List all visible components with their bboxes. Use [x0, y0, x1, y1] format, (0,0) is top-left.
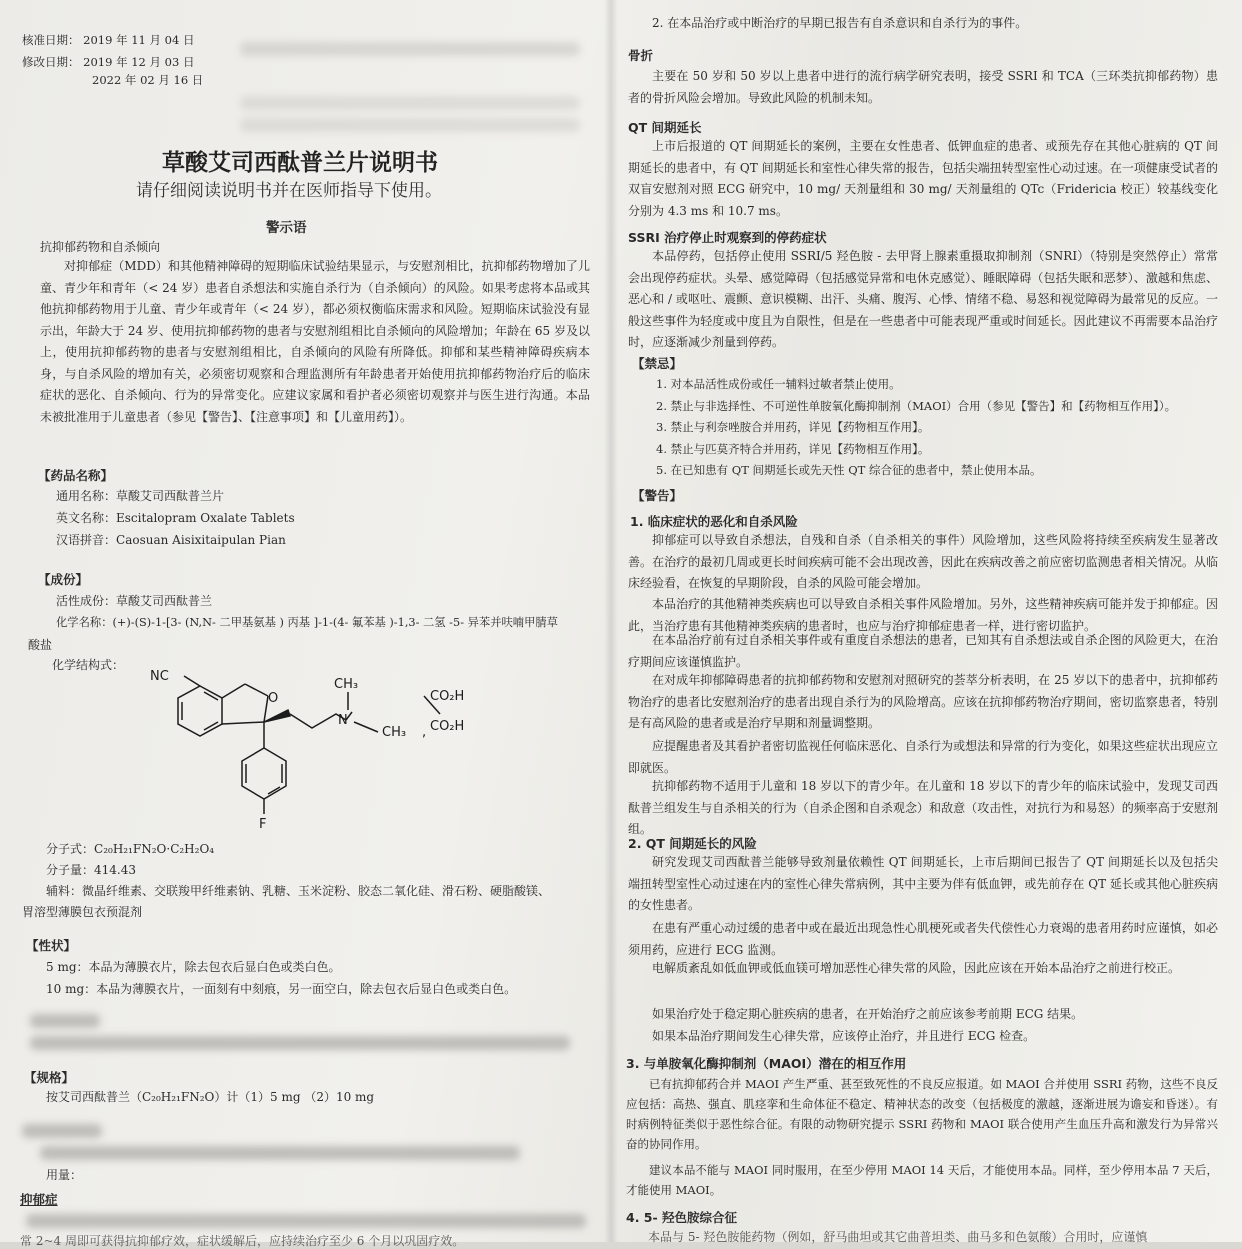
contraindications-list	[656, 374, 1176, 482]
english-name-label: 英文名称：	[56, 511, 117, 525]
qt-heading: QT 间期延长	[628, 120, 702, 135]
molecular-weight-label: 分子量：	[46, 863, 95, 877]
excipients-value: 微晶纤维素、交联羧甲纤维素钠、乳糖、玉米淀粉、胶态二氧化硅、滑石粉、硬脂酸镁、	[82, 884, 551, 898]
warning-text: 对抑郁症（MDD）和其他精神障碍的短期临床试验结果显示，与安慰剂相比，抗抑郁药物增加了儿童、青少年和青年（< 24 岁）患者自杀想法和实施自杀行为（自杀倾向）的风险。如果考虑将本品或其他抗抑郁药物用于儿童、青少年或青年（< 24 岁），都必须权衡临床需求和风险。短期临床试验没有显示出，年龄大于 24 岁、使用抗抑郁药物的患者与安慰剂组相比自杀倾向的风险增加；年龄在 65 岁及以上，使用抗抑郁药物的患者与安慰剂组相比，自杀倾向的风险有所降低。抑郁和某些精神障碍疾病本身，与自杀风险的增加有关，必须密切观察和合理监测所有年龄患者开始使用抗抑郁药物治疗后的临床症状的恶化、自杀倾向、行为的异常变化。应建议家属和看护者必须密切观察并与医生进行沟通。本品未被批准用于儿童患者（参见【警告】、【注意事项】和【儿童用药】）。	[40, 259, 590, 424]
english-name-row	[56, 509, 295, 526]
ssri-heading: SSRI 治疗停止时观察到的停药症状	[628, 230, 827, 245]
redacted-text	[26, 1214, 586, 1228]
fluorophenyl-ring	[242, 748, 286, 799]
redacted-text	[30, 1014, 100, 1028]
active-ingredient-row	[56, 592, 212, 609]
oxygen-label: O	[268, 691, 279, 706]
contraindication-item: 3. 禁止与利奈唑胺合并用药，详见【药物相互作用】。	[656, 420, 930, 434]
molecular-formula-row	[46, 840, 214, 857]
structure-label: 化学结构式：	[52, 658, 125, 672]
nc-label: NC	[150, 669, 169, 684]
spec-line: 按艾司西酞普兰（C₂₀H₂₁FN₂O）计（1）5 mg （2）10 mg	[46, 1090, 375, 1104]
warning-1-para-2: 本品治疗的其他精神类疾病也可以导致自杀相关事件风险增加。另外，这些精神疾病可能并发于抑郁症。因此，当治疗患有其他精神类疾病的患者时，也应与治疗抑郁症患者一样，进行密切监护。	[628, 597, 1218, 633]
active-ingredient-value: 草酸艾司西酞普兰	[116, 594, 213, 608]
contraindication-item: 5. 在已知患有 QT 间期延长或先天性 QT 综合征的患者中，禁止使用本品。	[656, 463, 1042, 477]
salt-comma: ,	[422, 725, 427, 740]
revision-date	[22, 54, 194, 70]
methyl-bond	[354, 722, 378, 732]
fracture-text: 主要在 50 岁和 50 岁以上患者中进行的流行病学研究表明，接受 SSRI 和 TCA（三环类抗抑郁药物）患者的骨折风险会增加。导致此风险的机制未知。	[628, 69, 1218, 105]
excipients-label: 辅料：	[46, 884, 83, 898]
redacted-text	[22, 1124, 102, 1138]
excipients-row	[46, 882, 550, 899]
chemical-name-label: 化学名称：	[56, 616, 113, 629]
redacted-text	[30, 1036, 570, 1050]
dosage-bottom-line: 常 2~4 周即可获得抗抑郁疗效，症状缓解后，应持续治疗至少 6 个月以巩固疗效。	[20, 1234, 465, 1248]
ring-double-bond	[204, 722, 218, 730]
warning-2-para-1: 研究发现艾司西酞普兰能够导致剂量依赖性 QT 间期延长，上市后期间已报告了 QT 间期延长以及包括尖端扭转型室性心动过速在内的室性心律失常病例，其中主要为伴有低血钾，或先前存在 QT 延长或其他心脏疾病的女性患者。	[628, 855, 1218, 912]
dosage-label: 用量：	[46, 1168, 83, 1182]
wedge-bond	[264, 710, 290, 722]
qt-text: 上市后报道的 QT 间期延长的案例，主要在女性患者、低钾血症的患者、或预先存在其他心脏病的 QT 间期延长的患者中，有 QT 间期延长和室性心律失常的报告，包括尖端扭转型室性心动过速。在一项健康受试者的双盲安慰剂对照 ECG 研究中，10 mg/ 天剂量组和 30 mg/ 天剂量组的 QTc（Fridericia 校正）较基线变化分别为 4.3 ms 和 10.7 ms。	[628, 139, 1218, 218]
ring-bond	[222, 722, 264, 724]
generic-name-value: 草酸艾司西酞普兰片	[116, 489, 225, 503]
molecular-formula-value: C₂₀H₂₁FN₂O·C₂H₂O₄	[94, 842, 215, 856]
warning-heading: 警示语	[266, 220, 307, 236]
nitrile-bond	[184, 676, 200, 686]
drug-name-heading: 【药品名称】	[38, 468, 114, 483]
pinyin-name-value: Caosuan Aisixitaipulan Pian	[116, 533, 286, 547]
warning-1-para-6: 抗抑郁药物不适用于儿童和 18 岁以下的青少年。在儿童和 18 岁以下的青少年的临床试验中，发现艾司西酞普兰组发生与自杀相关的行为（自杀企图和自杀观念）和敌意（攻击性，对抗行为和易怒）的频率高于安慰剂组。	[628, 779, 1218, 836]
warning-2-para-4: 如果治疗处于稳定期心脏疾病的患者，在开始治疗之前应该参考前期 ECG 结果。	[652, 1007, 1084, 1021]
warning-3-para-2: 建议本品不能与 MAOI 同时服用，在至少停用 MAOI 14 天后，才能使用本品。同样，至少停用本品 7 天后，才能使用 MAOI。	[626, 1163, 1218, 1197]
revision-date-label: 修改日期：	[22, 55, 80, 69]
revision-date-value-2: 2022 年 02 月 16 日	[92, 73, 204, 87]
warning-1-para-1: 抑郁症可以导致自杀想法，自残和自杀（自杀相关的事件）风险增加，这些风险将持续至疾病发生显著改善。在治疗的最初几周或更长时间疾病可能不会出现改善，因此在疾病改善之前应密切监测患者相关情况。从临床经验看，在恢复的早期阶段，自杀的风险可能会增加。	[628, 533, 1218, 590]
warning-2-para-3: 电解质紊乱如低血钾或低血镁可增加恶性心律失常的风险，因此应该在开始本品治疗之前进行校正。	[652, 961, 1181, 975]
ssri-text: 本品停药，包括停止使用 SSRI/5 羟色胺 - 去甲肾上腺素重摄取抑制剂（SNRI）（特别是突然停止）常常会出现停药症状。头晕、感觉障碍（包括感觉异常和电休克感觉）、睡眠障碍（包括失眠和恶梦）、激越和焦虑、恶心和 / 或呕吐、震颤、意识模糊、出汗、头痛、腹泻、心悸、情绪不稳、易怒和视觉障碍为最常见的反应。一般这些事件为轻度或中度且为自限性，但是在一些患者中可能表现严重或时间延长。因此建议不再需要本品治疗时，应逐渐减少剂量到停药。	[628, 249, 1218, 349]
warning-2-para-5: 如果本品治疗期间发生心律失常，应该停止治疗，并且进行 ECG 检查。	[652, 1029, 1036, 1043]
excipients-end: 胃溶型薄膜包衣预混剂	[22, 905, 143, 919]
ring-bond	[222, 684, 245, 698]
left-column	[0, 0, 600, 1248]
chemical-structure-diagram	[140, 666, 510, 831]
composition-heading: 【成份】	[38, 572, 89, 587]
revision-date-value-1: 2019 年 12 月 03 日	[83, 55, 195, 69]
properties-line-10mg: 10 mg：本品为薄膜衣片，一面刻有中刻痕，另一面空白，除去包衣后显白色或类白色。	[46, 982, 517, 996]
properties-line-5mg: 5 mg：本品为薄膜衣片，除去包衣后显白色或类白色。	[46, 960, 341, 974]
redacted-text	[40, 1146, 520, 1160]
fluorine-label: F	[259, 817, 267, 831]
contraindication-item: 1. 对本品活性成份或任一辅料过敏者禁止使用。	[656, 377, 901, 391]
bleed-through-text	[240, 96, 580, 110]
page-fold	[604, 0, 618, 1242]
contraindication-item: 2. 禁止与非选择性、不可逆性单胺氧化酶抑制剂（MAOI）合用（参见【警告】和【药物相互作用】）。	[656, 398, 1177, 413]
carboxyl-top-label: CO₂H	[430, 689, 465, 704]
approval-date	[22, 32, 194, 48]
generic-name-row	[56, 487, 224, 504]
carboxyl-bottom-label: CO₂H	[430, 719, 465, 734]
pinyin-name-row	[56, 531, 286, 548]
warnings-heading: 【警告】	[632, 488, 683, 503]
contraindication-item: 4. 禁止与匹莫齐特合并用药，详见【药物相互作用】。	[656, 441, 930, 456]
suicide-item-2: 2. 在本品治疗或中断治疗的早期已报告有自杀意识和自杀行为的事件。	[652, 16, 1028, 30]
benzo-ring	[178, 686, 222, 736]
bleed-through-text	[240, 118, 580, 132]
right-column	[618, 0, 1228, 1242]
ring-bond	[245, 684, 268, 696]
warning-3-para-1: 已有抗抑郁药合并 MAOI 产生严重、甚至致死性的不良反应报道。如 MAOI 合并使用 SSRI 药物，这些不良反应包括：高热、强直、肌痉挛和生命体征不稳定、精神状态的改变（包括极度的激越，逐渐进展为谵妄和昏迷）。有时病例特征类似于恶性综合征。有限的动物研究提示 SSRI 药物和 MAOI 联合使用产生血压升高和激发行为异常兴奋的协同作用。	[626, 1077, 1218, 1151]
contraindications-heading: 【禁忌】	[632, 356, 683, 371]
generic-name-label: 通用名称：	[56, 489, 117, 503]
warning-subheading: 抗抑郁药物和自杀倾向	[40, 240, 161, 254]
approval-date-label: 核准日期：	[22, 33, 80, 47]
chemical-name-end: 酸盐	[28, 638, 53, 652]
warning-3-heading: 3. 与单胺氧化酶抑制剂（MAOI）潜在的相互作用	[626, 1056, 907, 1071]
properties-heading: 【性状】	[26, 938, 77, 953]
warning-1-heading: 1. 临床症状的恶化和自杀风险	[630, 514, 798, 529]
molecular-weight-row	[46, 861, 136, 878]
document-subtitle: 请仔细阅读说明书并在医师指导下使用。	[136, 181, 442, 201]
chemical-name-value: (+)-(S)-1-[3- (N,N- 二甲基氨基 ) 丙基 ]-1-(4- 氟苯基 )-1,3- 二氢 -5- 异苯并呋喃甲腈草	[112, 616, 558, 629]
warning-2-heading: 2. QT 间期延长的风险	[628, 836, 757, 851]
methyl-top-label: CH₃	[334, 677, 359, 692]
warning-1-para-3: 在本品治疗前有过自杀相关事件或有重度自杀想法的患者，已知其有自杀想法或自杀企图的风险更大，在治疗期间应该谨慎监护。	[628, 633, 1218, 669]
ring-double-bond	[204, 692, 218, 700]
depression-heading: 抑郁症	[20, 1192, 58, 1207]
nitrogen-label: N	[338, 713, 348, 728]
warning-1-para-4: 在对成年抑郁障碍患者的抗抑郁药物和安慰剂对照研究的荟萃分析表明，在 25 岁以下的患者中，抗抑郁药物治疗的患者比安慰剂治疗的患者出现自杀行为的风险增高。应该在抗抑郁药物治疗期间，密切监察患者，特别是有高风险的患者或是治疗早期和剂量调整期。	[628, 673, 1218, 730]
methyl-right-label: CH₃	[382, 725, 407, 740]
molecular-weight-value: 414.43	[94, 863, 137, 877]
chemical-name-row	[56, 614, 558, 630]
molecular-formula-label: 分子式：	[46, 842, 95, 856]
warning-4-heading: 4. 5- 羟色胺综合征	[626, 1210, 738, 1225]
bleed-through-text	[240, 42, 580, 56]
warning-2-para-2: 在患有严重心动过缓的患者中或在最近出现急性心肌梗死或者失代偿性心力衰竭的患者用药时应谨慎，如必须用药，应进行 ECG 监测。	[628, 921, 1218, 957]
spec-heading: 【规格】	[24, 1070, 75, 1085]
fracture-heading: 骨折	[628, 48, 654, 63]
warning-4-para-1: 本品与 5- 羟色胺能药物（例如，舒马曲坦或其它曲普坦类、曲马多和色氨酸）合用时，应谨慎	[648, 1230, 1148, 1244]
pinyin-name-label: 汉语拼音：	[56, 533, 117, 547]
active-ingredient-label: 活性成份：	[56, 594, 117, 608]
approval-date-value: 2019 年 11 月 04 日	[83, 33, 195, 47]
document-title: 草酸艾司西酞普兰片说明书	[162, 150, 438, 176]
warning-1-para-5: 应提醒患者及其看护者密切监视任何临床恶化、自杀行为或想法和异常的行为变化，如果这些症状出现应立即就医。	[628, 739, 1218, 775]
english-name-value: Escitalopram Oxalate Tablets	[116, 511, 295, 525]
